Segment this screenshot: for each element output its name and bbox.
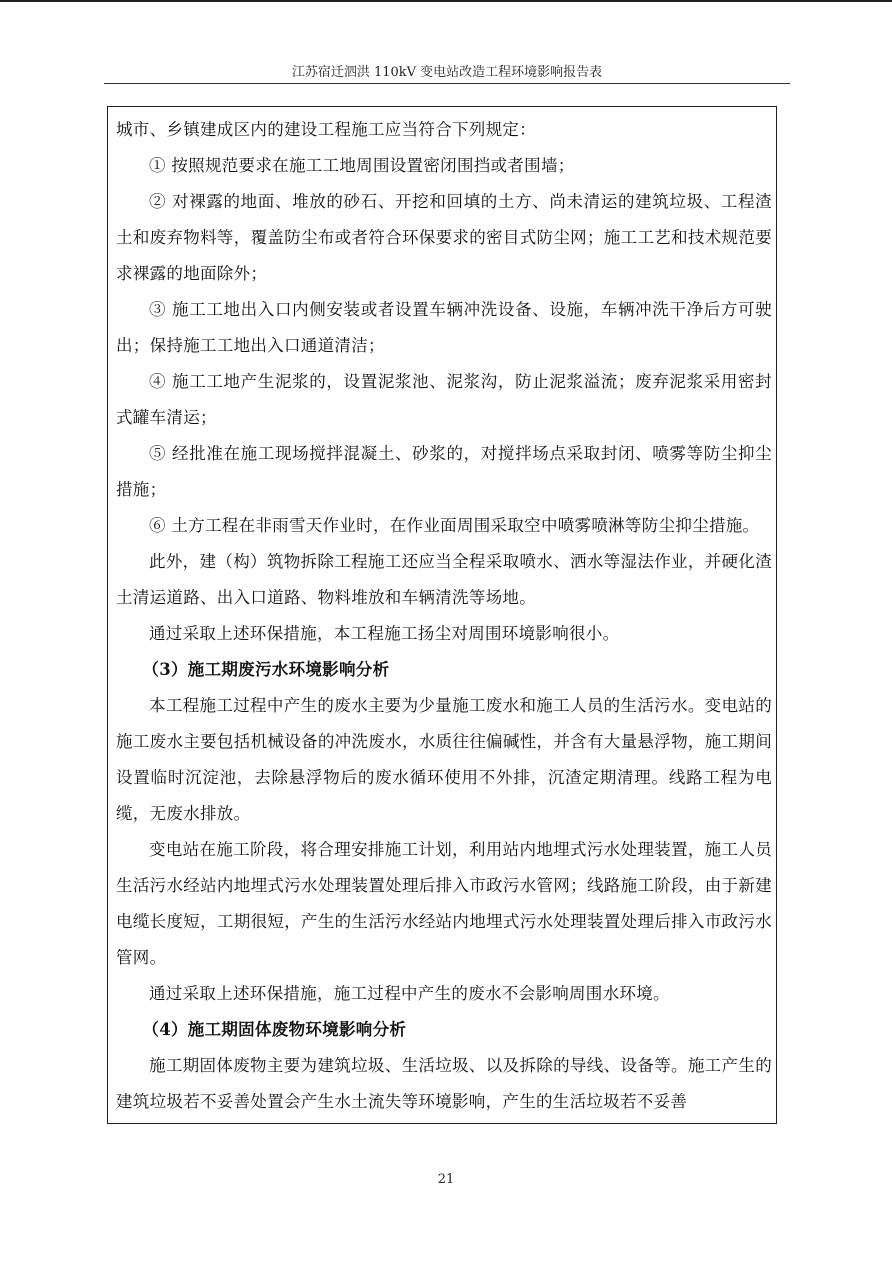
top-border (0, 0, 892, 2)
paragraph-wastewater-1: 本工程施工过程中产生的废水主要为少量施工废水和施工人员的生活污水。变电站的施工废水主要包括机械设备的冲洗废水，水质往往偏碱性，并含有大量悬浮物，施工期间设置临时沉淀池，去除悬浮物后的废水循环使用不外排，沉渣定期清理。线路工程为电缆，无废水排放。 (116, 696, 772, 823)
paragraph-intro: 城市、乡镇建成区内的建设工程施工应当符合下列规定： (116, 120, 536, 139)
paragraph-item-1: ① 按照规范要求在施工工地周围设置密闭围挡或者围墙； (149, 156, 575, 175)
paragraph-item-4: ④ 施工工地产生泥浆的，设置泥浆池、泥浆沟，防止泥浆溢流；废弃泥浆采用密封式罐车清运； (116, 372, 772, 427)
paragraph-wastewater-conclusion: 通过采取上述环保措施，施工过程中产生的废水不会影响周围水环境。 (149, 984, 670, 1003)
section-heading-wastewater: （3）施工期废污水环境影响分析 (142, 660, 390, 679)
header-rule (104, 83, 790, 84)
body-text (116, 112, 772, 1120)
page-header: 江苏宿迁泗洪 110kV 变电站改造工程环境影响报告表 (291, 65, 603, 80)
paragraph-wastewater-2: 变电站在施工阶段，将合理安排施工计划，利用站内地埋式污水处理装置，施工人员生活污水经站内地埋式污水处理装置处理后排入市政污水管网；线路施工阶段，由于新建电缆长度短，工期很短，产生的生活污水经站内地埋式污水处理装置处理后排入市政污水管网。 (116, 840, 772, 967)
page-number: 21 (437, 1172, 455, 1187)
paragraph-solid-waste: 施工期固体废物主要为建筑垃圾、生活垃圾、以及拆除的导线、设备等。施工产生的建筑垃圾若不妥善处置会产生水土流失等环境影响，产生的生活垃圾若不妥善 (116, 1056, 772, 1111)
paragraph-item-3: ③ 施工工地出入口内侧安装或者设置车辆冲洗设备、设施，车辆冲洗干净后方可驶出；保持施工工地出入口通道清洁； (116, 300, 772, 355)
paragraph-item-6: ⑥ 土方工程在非雨雪天作业时，在作业面周围采取空中喷雾喷淋等防尘抑尘措施。 (149, 516, 760, 535)
section-heading-solid-waste: （4）施工期固体废物环境影响分析 (142, 1020, 407, 1039)
paragraph-item-5: ⑤ 经批准在施工现场搅拌混凝土、砂浆的，对搅拌场点采取封闭、喷雾等防尘抑尘措施； (116, 444, 772, 499)
paragraph-dust-conclusion: 通过采取上述环保措施，本工程施工扬尘对周围环境影响很小。 (149, 624, 620, 643)
paragraph-demolition: 此外，建（构）筑物拆除工程施工还应当全程采取喷水、洒水等湿法作业，并硬化渣土清运道路、出入口道路、物料堆放和车辆清洗等场地。 (116, 552, 772, 607)
paragraph-item-2: ② 对裸露的地面、堆放的砂石、开挖和回填的土方、尚未清运的建筑垃圾、工程渣土和废弃物料等，覆盖防尘布或者符合环保要求的密目式防尘网；施工工艺和技术规范要求裸露的地面除外； (116, 192, 772, 283)
